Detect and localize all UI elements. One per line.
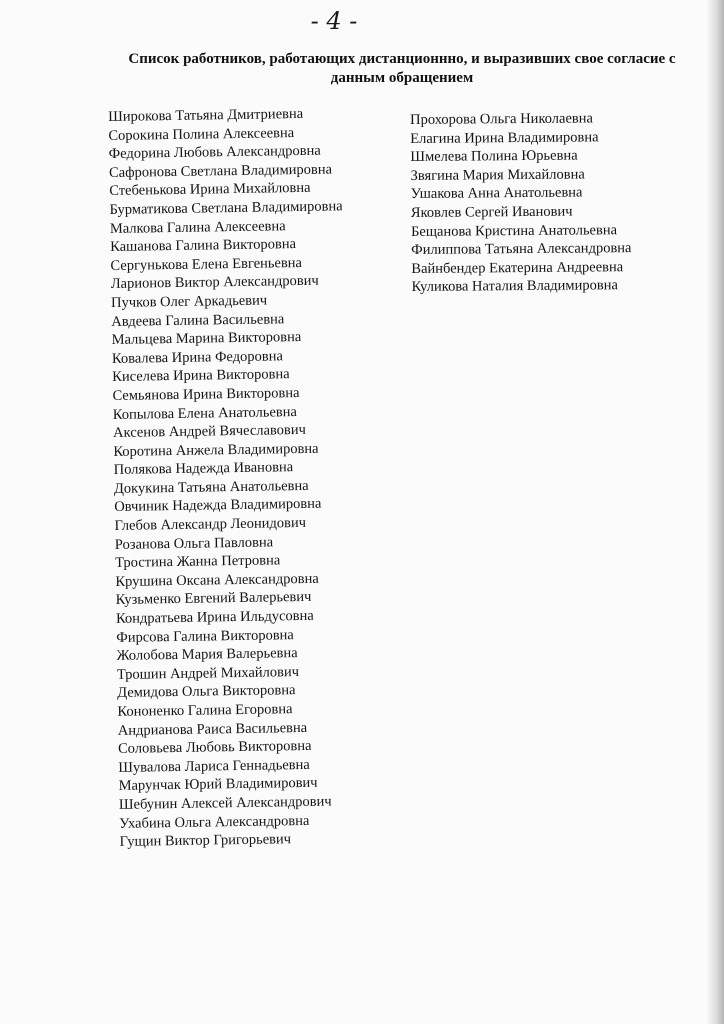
handwritten-page-number: - 4 - [310,7,358,35]
employee-name: Шебунин Алексей Александрович [118,793,332,813]
employee-name: Сергунькова Елена Евгеньевна [110,254,303,274]
employee-name: Авдеева Галина Васильевна [111,310,285,330]
document-title: Список работников, работающих дистанционнно, и выразивших свое согласие с данным обращением [128,51,676,86]
employee-name: Елагина Ирина Владимировна [410,128,599,147]
employee-name: Соловьева Любовь Викторовна [117,738,312,758]
employee-name: Звягина Мария Михайловна [410,166,585,184]
employee-name: Шмелева Полина Юрьевна [410,147,578,166]
employee-name: Куликова Наталия Владимировна [411,277,618,296]
employee-name: Овчиник Надежда Владимировна [114,496,322,516]
employee-name: Мальцева Марина Викторовна [111,329,302,349]
employee-name: Филиппова Татьяна Александровна [411,240,632,259]
employee-name: Аксенов Андрей Вячеславович [112,422,307,442]
employee-name: Ковалева Ирина Федоровна [111,348,284,367]
employee-name: Вайнбендер Екатерина Андреевна [411,258,624,277]
employee-name: Федорина Любовь Александровна [108,142,321,163]
employee-name: Семьянова Ирина Викторовна [112,384,300,404]
employee-name: Андрианова Раиса Васильевна [117,719,308,739]
employee-list-left-column [108,103,410,851]
employee-name: Трошин Андрей Михайлович [116,663,300,683]
employee-name: Малкова Галина Алексеевна [109,217,286,237]
employee-name: Демидова Ольга Викторовна [117,682,296,702]
employee-name: Пучков Олег Аркадьевич [110,292,268,311]
employee-name: Яковлев Сергей Иванович [410,203,573,221]
employee-name: Кашанова Галина Викторовна [110,236,297,256]
employee-name: Кононенко Галина Егоровна [117,701,293,720]
employee-name: Полякова Надежда Ивановна [113,459,294,479]
employee-name: Кондратьева Ирина Ильдусовна [115,607,314,627]
employee-name: Шувалова Лариса Геннадьевна [118,756,310,776]
employee-name: Фирсова Галина Викторовна [116,626,294,646]
employee-name: Гущин Виктор Григорьевич [119,831,292,851]
employee-name: Докукина Татьяна Анатольевна [113,477,309,497]
employee-name: Бурматикова Светлана Владимировна [109,198,343,218]
employee-name: Ларионов Виктор Александрович [110,273,319,293]
employee-name: Сафронова Светлана Владимировна [108,161,333,181]
employee-name: Стебенькова Ирина Михайловна [109,180,311,200]
employee-name: Прохорова Ольга Николаевна [410,110,594,128]
employee-name: Крушина Оксана Александровна [115,570,319,590]
employee-name: Сорокина Полина Алексеевна [108,124,295,144]
scan-edge-shadow [706,0,724,1024]
employee-name: Ушакова Анна Анатольевна [410,184,583,203]
employee-name: Широкова Татьяна Дмитриевна [108,105,304,125]
employee-name: Бещанова Кристина Анатольевна [410,221,618,240]
employee-name: Жолобова Мария Валерьевна [116,645,298,665]
employee-name: Кузьменко Евгений Валерьевич [115,589,312,609]
employee-name: Тростина Жанна Петровна [115,552,281,572]
employee-name: Марунчак Юрий Владимирович [118,775,318,795]
employee-list-right-column [410,109,692,297]
employee-name: Глебов Александр Леонидович [114,515,307,535]
employee-name: Розанова Ольга Павловна [114,534,274,553]
employee-name: Ухабина Ольга Александровна [119,812,310,832]
employee-name: Копылова Елена Анатольевна [112,403,297,423]
employee-name: Киселева Ирина Викторовна [112,366,290,386]
employee-name: Коротина Анжела Владимировна [113,440,319,460]
